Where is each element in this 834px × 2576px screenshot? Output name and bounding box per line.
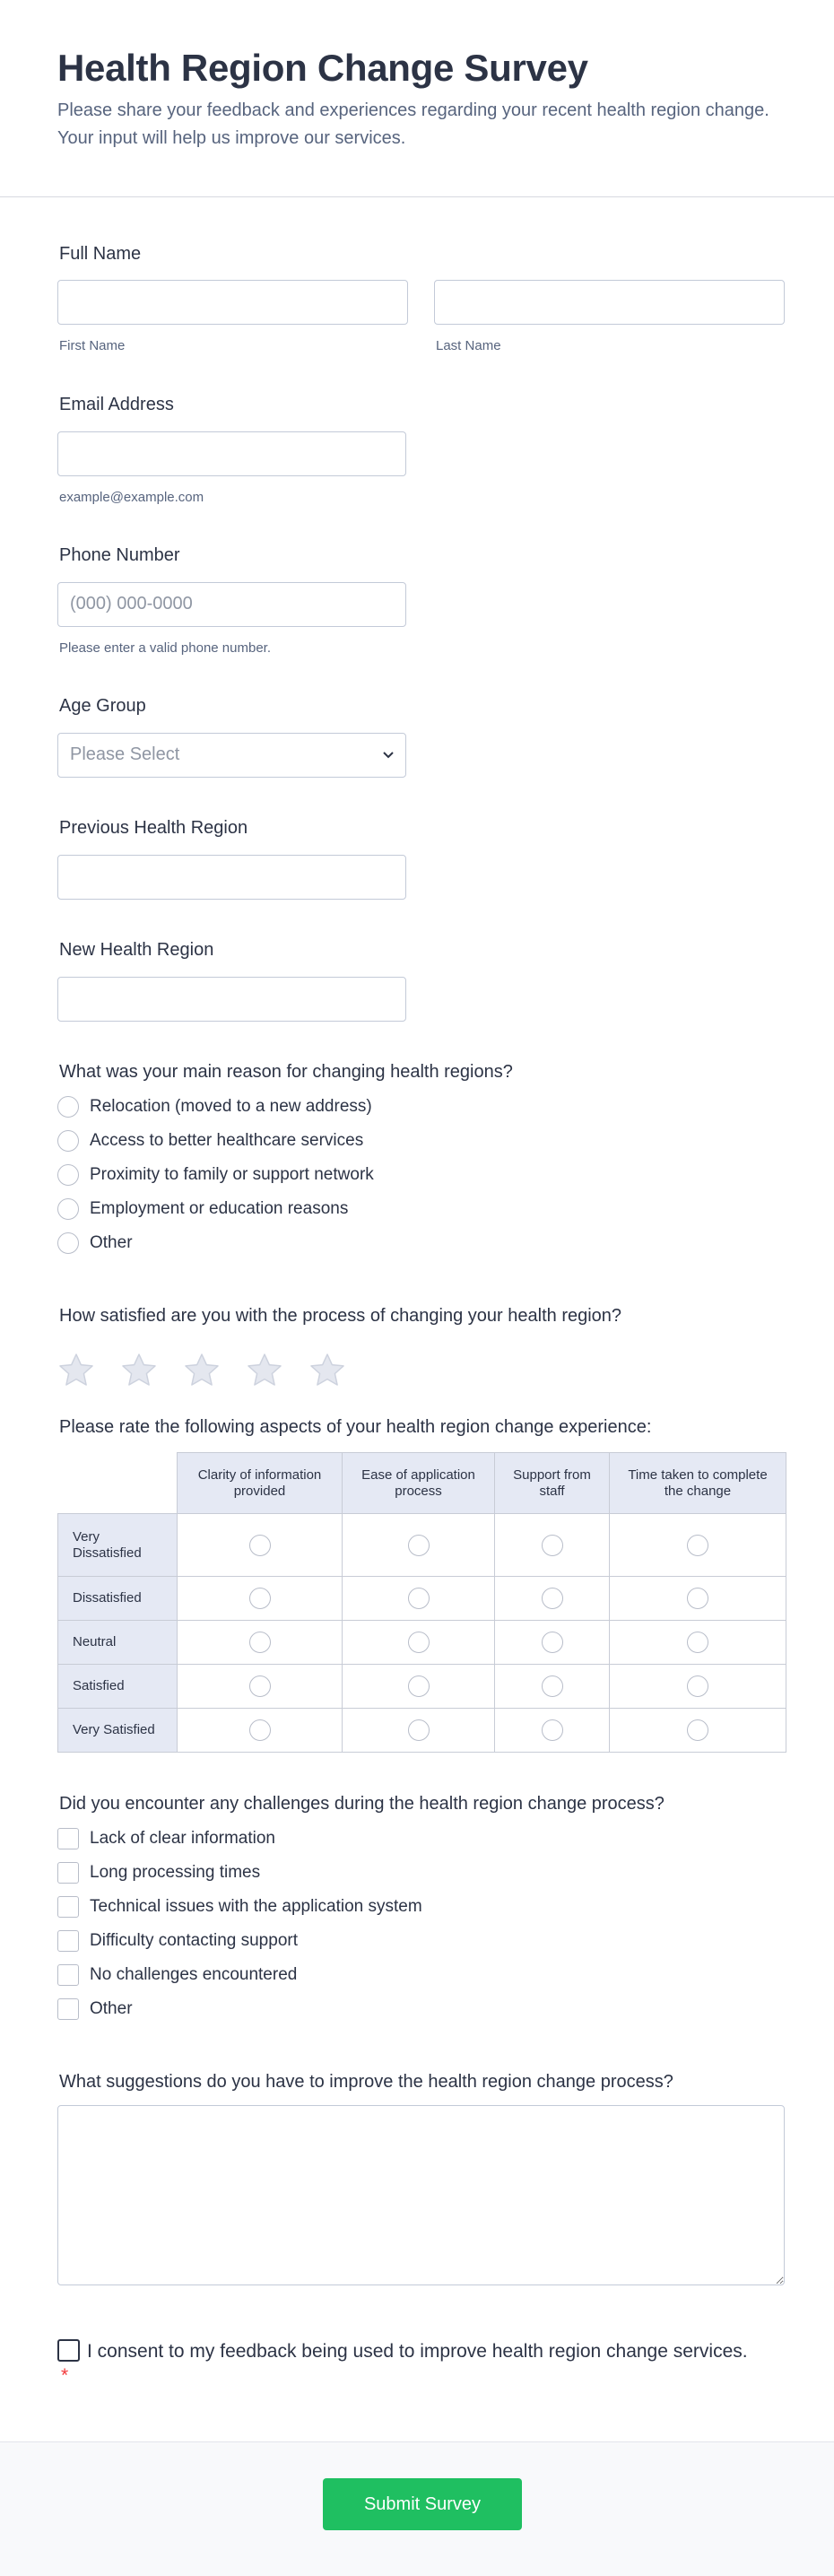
reason-option[interactable] (57, 1158, 513, 1192)
age-group-label: Age Group (59, 696, 146, 716)
checkbox[interactable] (57, 1930, 79, 1952)
challenge-option-label: Other (90, 1999, 133, 2018)
challenge-option-label: Long processing times (90, 1863, 261, 1882)
matrix-row (58, 1577, 786, 1621)
previous-region-input[interactable] (57, 855, 406, 900)
challenge-option[interactable] (57, 1890, 665, 1924)
matrix-cell[interactable] (610, 1577, 786, 1621)
radio-button[interactable] (249, 1535, 271, 1556)
matrix-cell[interactable] (495, 1621, 610, 1665)
matrix-cell[interactable] (610, 1709, 786, 1753)
phone-input[interactable] (57, 582, 406, 627)
star-rating (57, 1352, 621, 1389)
matrix-question (57, 1417, 786, 1753)
matrix-cell[interactable] (178, 1577, 343, 1621)
last-name-group (434, 280, 785, 353)
radio-button[interactable] (542, 1675, 563, 1697)
radio-button[interactable] (57, 1130, 79, 1152)
matrix-column-header: Support from staff (495, 1453, 610, 1514)
matrix-cell[interactable] (610, 1514, 786, 1577)
matrix-cell[interactable] (178, 1665, 343, 1709)
submit-area (0, 2441, 834, 2576)
challenges-label: Did you encounter any challenges during the health region change process? (59, 1794, 665, 1814)
matrix-cell[interactable] (178, 1621, 343, 1665)
consent-question (57, 2339, 757, 2388)
matrix-corner (58, 1453, 178, 1514)
challenges-options (57, 1822, 665, 2026)
matrix-cell[interactable] (495, 1665, 610, 1709)
first-name-group (57, 280, 408, 353)
checkbox[interactable] (57, 1862, 79, 1884)
first-name-sublabel: First Name (59, 338, 126, 353)
reason-option-label: Other (90, 1233, 133, 1252)
matrix-row (58, 1665, 786, 1709)
suggestions-label: What suggestions do you have to improve the health region change process? (59, 2072, 673, 2092)
reason-label: What was your main reason for changing health regions? (59, 1062, 513, 1082)
suggestions-question (57, 2072, 785, 2290)
submit-button[interactable]: Submit Survey (323, 2478, 522, 2530)
matrix-cell[interactable] (178, 1514, 343, 1577)
challenge-option-label: Difficulty contacting support (90, 1931, 298, 1950)
reason-option-label: Proximity to family or support network (90, 1165, 374, 1184)
matrix-row (58, 1514, 786, 1577)
matrix-cell[interactable] (343, 1621, 495, 1665)
consent-text: I consent to my feedback being used to improve health region change services. (87, 2341, 748, 2362)
challenge-option-label: Lack of clear information (90, 1829, 275, 1848)
phone-label: Phone Number (59, 545, 180, 565)
reason-option[interactable] (57, 1090, 513, 1124)
reason-option-label: Employment or education reasons (90, 1199, 349, 1218)
radio-button[interactable] (57, 1164, 79, 1186)
challenge-option[interactable] (57, 1958, 665, 1992)
chevron-down-icon (382, 751, 395, 760)
previous-region-question (57, 818, 406, 900)
radio-button[interactable] (542, 1719, 563, 1741)
matrix-row (58, 1709, 786, 1753)
age-group-selected: Please Select (70, 744, 180, 764)
matrix-row-label: Satisfied (58, 1665, 178, 1709)
new-region-question (57, 940, 406, 1022)
reason-option[interactable] (57, 1124, 513, 1158)
consent-checkbox[interactable] (57, 2339, 80, 2362)
phone-question (57, 545, 406, 656)
last-name-input[interactable] (434, 280, 785, 325)
satisfaction-label: How satisfied are you with the process of changing your health region? (59, 1306, 622, 1326)
challenge-option-label: No challenges encountered (90, 1965, 298, 1984)
last-name-sublabel: Last Name (436, 338, 501, 353)
radio-button[interactable] (57, 1198, 79, 1220)
required-mark: * (61, 2365, 69, 2386)
phone-placeholder: (000) 000-0000 (70, 594, 193, 614)
form-title: Health Region Change Survey (57, 47, 588, 89)
radio-button[interactable] (57, 1096, 79, 1118)
radio-button[interactable] (249, 1675, 271, 1697)
age-group-question (57, 696, 406, 778)
email-input[interactable] (57, 431, 406, 476)
age-group-select[interactable] (57, 733, 406, 778)
radio-button[interactable] (57, 1232, 79, 1254)
email-label: Email Address (59, 395, 174, 414)
matrix-row-label: Very Dissatisfied (58, 1514, 178, 1577)
radio-button[interactable] (249, 1719, 271, 1741)
matrix-header-row (58, 1453, 786, 1514)
matrix-cell[interactable] (495, 1577, 610, 1621)
radio-button[interactable] (687, 1588, 708, 1609)
checkbox[interactable] (57, 1828, 79, 1849)
previous-region-label: Previous Health Region (59, 818, 248, 838)
matrix-row-label: Dissatisfied (58, 1577, 178, 1621)
matrix-column-header: Clarity of information provided (178, 1453, 343, 1514)
reason-option-label: Relocation (moved to a new address) (90, 1097, 372, 1116)
challenges-question (57, 1794, 665, 2026)
challenge-option-label: Technical issues with the application system (90, 1897, 422, 1916)
radio-button[interactable] (542, 1535, 563, 1556)
matrix-cell[interactable] (178, 1709, 343, 1753)
star-icon[interactable] (183, 1352, 221, 1389)
radio-button[interactable] (249, 1588, 271, 1609)
reason-question (57, 1062, 513, 1260)
challenge-option[interactable] (57, 1822, 665, 1856)
radio-button[interactable] (408, 1535, 430, 1556)
reason-option[interactable] (57, 1192, 513, 1226)
satisfaction-question (57, 1306, 621, 1389)
star-icon[interactable] (57, 1352, 95, 1389)
email-question (57, 395, 406, 505)
reason-option[interactable] (57, 1226, 513, 1260)
star-icon[interactable] (308, 1352, 346, 1389)
radio-button[interactable] (408, 1719, 430, 1741)
radio-button[interactable] (408, 1588, 430, 1609)
new-region-input[interactable] (57, 977, 406, 1022)
matrix-label: Please rate the following aspects of your health region change experience: (59, 1417, 652, 1437)
matrix-cell[interactable] (343, 1577, 495, 1621)
matrix-cell[interactable] (343, 1709, 495, 1753)
matrix-cell[interactable] (495, 1709, 610, 1753)
radio-button[interactable] (542, 1588, 563, 1609)
suggestions-textarea[interactable] (57, 2105, 785, 2285)
matrix-row-label: Neutral (58, 1621, 178, 1665)
matrix-cell[interactable] (610, 1665, 786, 1709)
email-sublabel: example@example.com (59, 490, 204, 505)
matrix-row (58, 1621, 786, 1665)
checkbox[interactable] (57, 1896, 79, 1918)
radio-button[interactable] (408, 1632, 430, 1653)
checkbox[interactable] (57, 1998, 79, 2020)
new-region-label: New Health Region (59, 940, 214, 960)
matrix-column-header: Time taken to complete the change (610, 1453, 786, 1514)
form-header (0, 0, 834, 197)
full-name-question (57, 244, 141, 265)
radio-button[interactable] (687, 1535, 708, 1556)
radio-button[interactable] (542, 1632, 563, 1653)
star-icon[interactable] (120, 1352, 158, 1389)
matrix-row-label: Very Satisfied (58, 1709, 178, 1753)
challenge-option[interactable] (57, 1924, 665, 1958)
checkbox[interactable] (57, 1964, 79, 1986)
radio-button[interactable] (249, 1632, 271, 1653)
consent-row (57, 2339, 757, 2388)
star-icon[interactable] (246, 1352, 283, 1389)
matrix-cell[interactable] (343, 1665, 495, 1709)
reason-options (57, 1090, 513, 1260)
form-description: Please share your feedback and experiences regarding your recent health region change. Your input will help us improve our services. (57, 100, 769, 148)
challenge-option[interactable] (57, 1992, 665, 2026)
full-name-label: Full Name (59, 244, 142, 264)
challenge-option[interactable] (57, 1856, 665, 1890)
radio-button[interactable] (687, 1632, 708, 1653)
matrix-cell[interactable] (343, 1514, 495, 1577)
rating-matrix (57, 1452, 786, 1753)
radio-button[interactable] (687, 1719, 708, 1741)
radio-button[interactable] (687, 1675, 708, 1697)
phone-sublabel: Please enter a valid phone number. (59, 640, 271, 656)
matrix-cell[interactable] (495, 1514, 610, 1577)
radio-button[interactable] (408, 1675, 430, 1697)
first-name-input[interactable] (57, 280, 408, 325)
matrix-column-header: Ease of application process (343, 1453, 495, 1514)
matrix-cell[interactable] (610, 1621, 786, 1665)
reason-option-label: Access to better healthcare services (90, 1131, 364, 1150)
